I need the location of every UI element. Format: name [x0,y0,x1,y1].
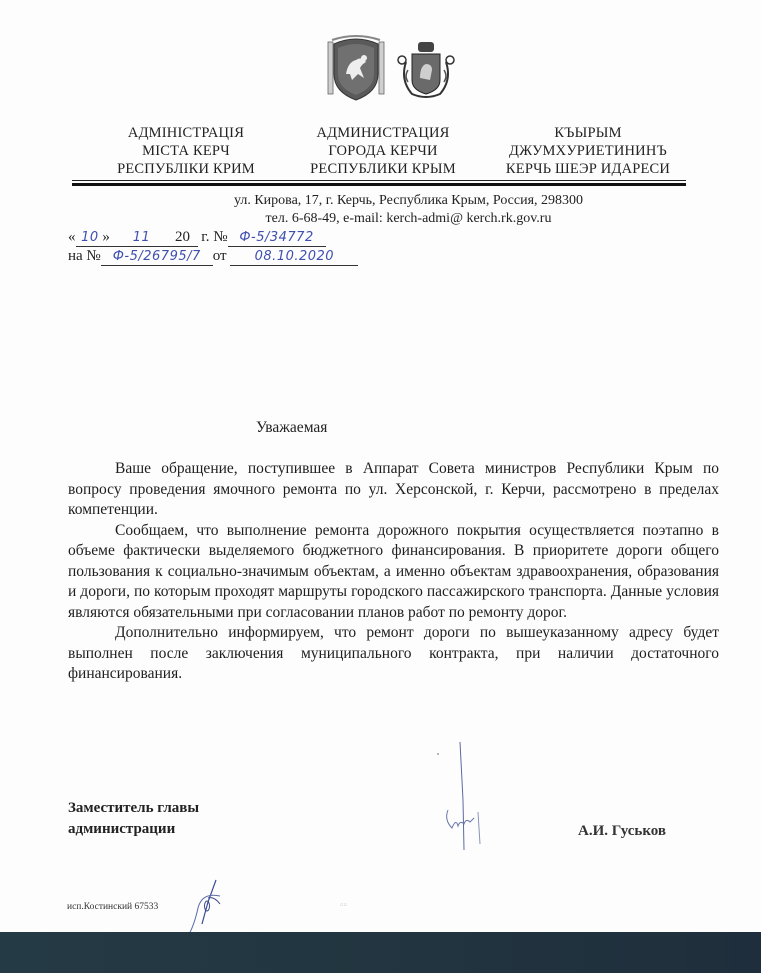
viewer-bottom-bar [0,932,761,973]
day-value: 10 [81,230,99,245]
reply-date: 08.10.2020 [254,249,335,264]
header-divider-thin [72,180,686,181]
org-line: ДЖУМХУРИЕТИНИНЪ [509,143,667,159]
faint-stamp-mark: ▫▫ [340,900,348,911]
signatory-title-line: Заместитель главы [68,800,200,816]
month-value: 11 [132,230,151,245]
year-field [168,229,198,247]
emblems [324,34,464,104]
quote-open: « [68,229,76,245]
year-suffix: г. [201,229,210,245]
executor-note: исп.Костинский 67533 [67,902,159,912]
org-name-crimean-tatar [488,124,688,178]
signatory-title-line: администрации [68,821,176,837]
org-line: РЕСПУБЛІКИ КРИМ [117,161,255,177]
reply-reference [68,248,358,266]
signatory-name: А.И. Гуськов [578,823,667,839]
handwritten-initials-icon [180,878,230,938]
signatory-title [68,798,199,840]
org-line: МІСТА КЕРЧ [142,143,230,159]
reply-date-field [230,248,358,266]
salutation: Уважаемая [256,419,328,436]
reply-number-field [101,248,213,266]
org-name-russian [288,124,478,178]
org-line: ГОРОДА КЕРЧИ [328,143,438,159]
reply-date-label: от [212,248,227,264]
number-label: № [213,229,228,245]
crimea-coat-of-arms-icon [326,34,386,102]
org-line: КЕРЧЬ ШЕЭР ИДАРЕСИ [505,161,671,177]
letter-body [68,459,719,685]
org-line: КЪЫРЫМ [554,125,622,141]
reply-number-label: на № [68,248,101,264]
handwritten-signature-icon [430,740,510,855]
month-field [116,229,168,247]
body-paragraph: Ваше обращение, поступившее в Аппарат Совета министров Республики Крым по вопросу проведения ямочного ремонта по ул. Херсонской, г. Керчи, рассмотрено в пределах компетенции. [68,460,719,518]
org-name-ukrainian [96,124,276,178]
day-field [76,229,116,247]
body-paragraph: Дополнительно информируем, что ремонт дороги по вышеуказанному адресу будет выполнен после заключения муниципального контракта, при наличии достаточного финансирования. [68,624,719,682]
address: ул. Кирова, 17, г. Керчь, Республика Крым, Россия, 298300 [233,193,584,208]
year-prefix: 20 [175,229,190,245]
kerch-coat-of-arms-icon [396,40,456,100]
org-line: РЕСПУБЛИКИ КРЫМ [310,161,456,177]
reply-number: Ф-5/26795/7 [112,249,201,264]
contacts: тел. 6-68-49, e-mail: kerch-admi@ kerch.rk.gov.ru [265,211,552,226]
org-line: АДМИНИСТРАЦИЯ [316,125,450,141]
outgoing-number-field [228,229,326,247]
org-line: АДМІНІСТРАЦІЯ [127,125,245,141]
header-divider-thick [72,183,686,186]
body-paragraph: Сообщаем, что выполнение ремонта дорожного покрытия осуществляется поэтапно в объеме фактически выделяемого бюджетного финансирования. В приоритете дороги общего пользования к социально-значимым объектам, а именно объектам здравоохранения, образования и дороги, по которым проходят маршруты городского пассажирского транспорта. Данные условия являются обязательными при согласовании планов работ по ремонту дорог. [68,521,719,621]
quote-close: » [102,229,110,245]
outgoing-registration [68,229,326,247]
outgoing-number: Ф-5/34772 [239,230,314,245]
